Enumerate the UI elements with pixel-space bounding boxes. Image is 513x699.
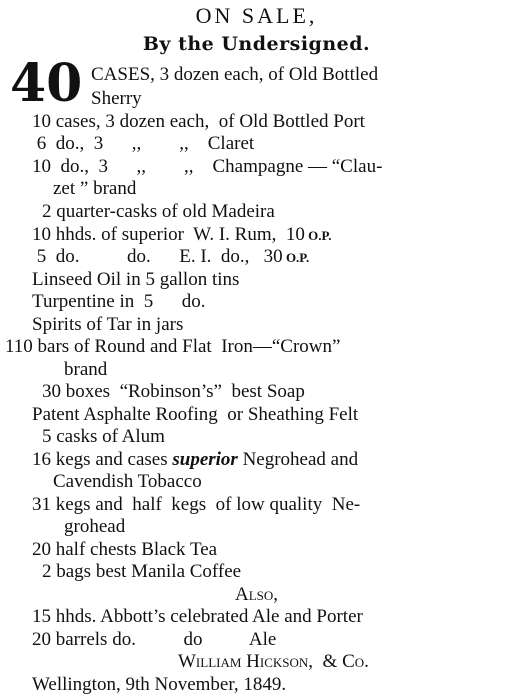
subheading: By the Undersigned. <box>142 33 371 55</box>
item-tar: Spirits of Tar in jars <box>32 314 184 335</box>
item-alum: 5 casks of Alum <box>42 426 165 447</box>
item-linseed: Linseed Oil in 5 gallon tins <box>32 269 240 290</box>
item-negrohead-text-c: Negrohead and <box>237 449 359 470</box>
item-negrohead-emphasis: superior <box>172 449 238 470</box>
item-iron-line-2: brand <box>64 359 108 380</box>
item-port: 10 cases, 3 dozen each, of Old Bottled Port <box>32 111 365 132</box>
item-rum-2-op: O.P. <box>282 250 310 265</box>
item-champagne-line-1: 10 do., 3 ,, ,, Champagne — “Clau- <box>32 156 383 177</box>
item-claret: 6 do., 3 ,, ,, Claret <box>32 133 255 154</box>
item-asphalte: Patent Asphalte Roofing or Sheathing Felt <box>32 404 359 425</box>
item-lowquality-line-2: grohead <box>64 516 126 537</box>
page-title: ON SALE, <box>195 3 318 28</box>
item-rum-1-op: O.P. <box>304 228 332 243</box>
drop-cap-number: 40 <box>10 53 83 114</box>
item-rum-1 <box>32 224 331 247</box>
item-negrohead-line-1 <box>32 449 358 471</box>
signature: William Hickson, & Co. <box>178 651 369 672</box>
item-ale: 20 barrels do. do Ale <box>32 629 277 650</box>
date-line: Wellington, 9th November, 1849. <box>32 674 287 695</box>
item-lowquality-line-1: 31 kegs and half kegs of low quality Ne- <box>32 494 361 515</box>
item-tea: 20 half chests Black Tea <box>32 539 218 560</box>
item-sherry-line-2: Sherry <box>91 88 142 109</box>
item-coffee: 2 bags best Manila Coffee <box>42 561 242 582</box>
item-negrohead-line-2: Cavendish Tobacco <box>53 471 202 492</box>
item-negrohead-text-a: 16 kegs and cases <box>32 449 173 470</box>
item-madeira: 2 quarter-casks of old Madeira <box>42 201 275 222</box>
item-ale-porter: 15 hhds. Abbott’s celebrated Ale and Porter <box>32 606 363 627</box>
item-sherry-line-1: CASES, 3 dozen each, of Old Bottled <box>91 64 379 85</box>
item-champagne-line-2: zet ” brand <box>53 178 137 199</box>
also-heading: Also, <box>234 584 279 605</box>
item-iron-line-1: 110 bars of Round and Flat Iron—“Crown” <box>5 336 341 357</box>
item-rum-2-text: 5 do. do. E. I. do., 30 <box>32 246 283 267</box>
item-rum-2 <box>32 246 309 269</box>
item-rum-1-text: 10 hhds. of superior W. I. Rum, 10 <box>32 224 305 245</box>
item-turpentine: Turpentine in 5 do. <box>32 291 206 312</box>
item-soap: 30 boxes “Robinson’s” best Soap <box>42 381 305 402</box>
